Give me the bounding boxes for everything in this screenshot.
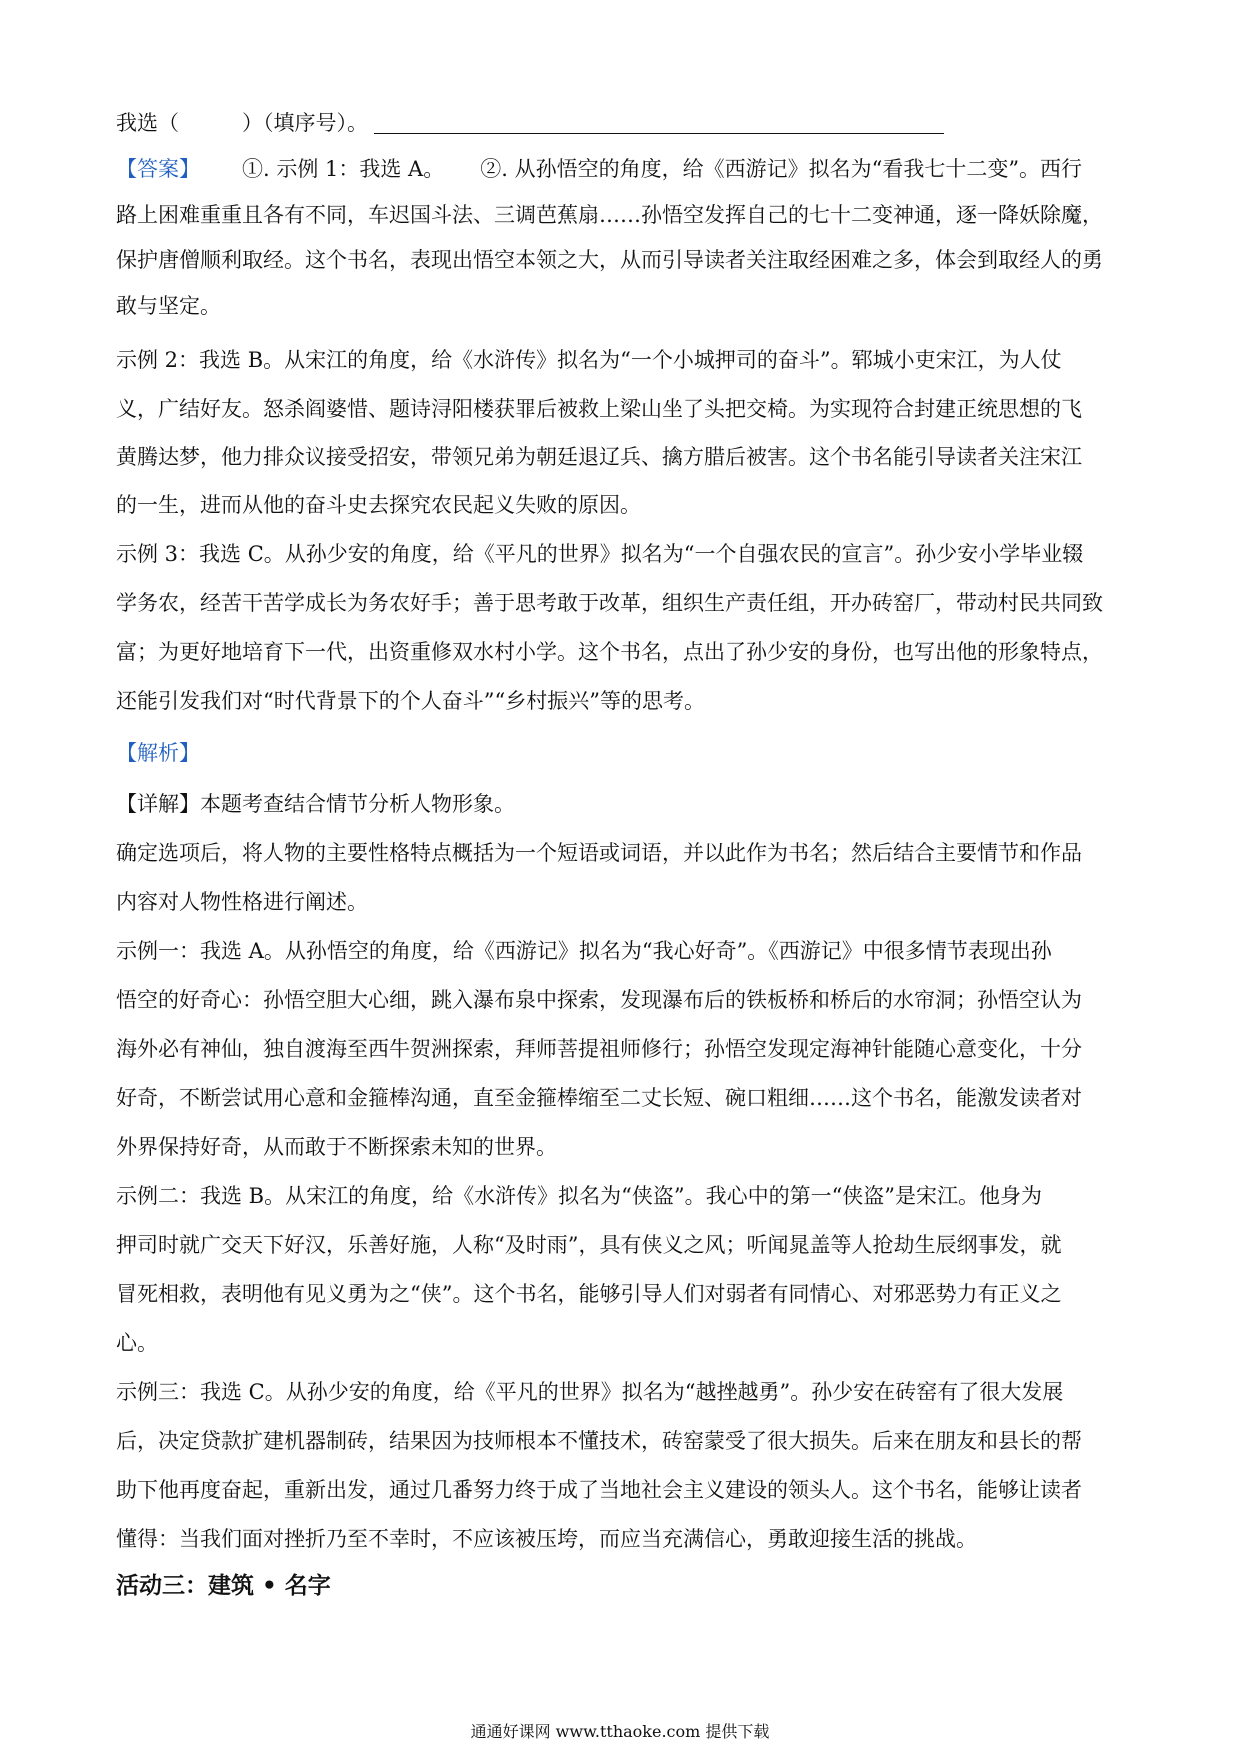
answer-line: 富；为更好地培育下一代，出资重修双水村小学。这个书名，点出了孙少安的身份，也写出他的形象特点， [116, 640, 1103, 664]
analysis-line: 后，决定贷款扩建机器制砖，结果因为技师根本不懂技术，砖窑蒙受了很大损失。后来在朋友和县长的帮 [116, 1429, 1082, 1453]
page-footer: 通通好课网 www.tthaoke.com 提供下载 [470, 1722, 770, 1741]
answer-line: 的一生，进而从他的奋斗史去探究农民起义失败的原因。 [116, 493, 641, 517]
analysis-line: 内容对人物性格进行阐述。 [116, 890, 368, 914]
analysis-line: 冒死相救，表明他有见义勇为之“侠”。这个书名，能够引导人们对弱者有同情心、对邪恶势力有正义之 [116, 1282, 1062, 1306]
answer-part1: ①. 示例 1：我选 A。 [242, 157, 445, 181]
analysis-line: 好奇，不断尝试用心意和金箍棒沟通，直至金箍棒缩至二丈长短、碗口粗细……这个书名，能激发读者对 [116, 1086, 1082, 1110]
answer-line: 黄腾达梦，他力排众议接受招安，带领兄弟为朝廷退辽兵、擒方腊后被害。这个书名能引导读者关注宋江 [116, 445, 1082, 469]
answer-line: 学务农，经苦干苦学成长为务农好手；善于思考敢于改革，组织生产责任组，开办砖窑厂，带动村民共同致 [116, 591, 1103, 615]
analysis-line: 押司时就广交天下好汉，乐善好施，人称“及时雨”，具有侠义之风；听闻晁盖等人抢劫生辰纲事发，就 [116, 1233, 1062, 1257]
analysis-tag: 【解析】 [116, 741, 200, 765]
question-prompt: 我选（ ）（填序号）。 [116, 111, 368, 135]
analysis-line: 示例一：我选 A。从孙悟空的角度，给《西游记》拟名为“我心好奇”。《西游记》中很多情节表现出孙 [116, 939, 1052, 963]
answer-line: 示例 3：我选 C。从孙少安的角度，给《平凡的世界》拟名为“一个自强农民的宣言”。孙少安小学毕业辍 [116, 542, 1084, 566]
answer-line: 敢与坚定。 [116, 294, 221, 318]
analysis-line: 外界保持好奇，从而敢于不断探索未知的世界。 [116, 1135, 557, 1159]
analysis-line: 【详解】本题考查结合情节分析人物形象。 [116, 792, 515, 816]
question-line [116, 108, 1126, 138]
answer-part2: ②. 从孙悟空的角度，给《西游记》拟名为“看我七十二变”。西行 [480, 157, 1083, 181]
analysis-line: 心。 [116, 1331, 158, 1355]
answer-line: 保护唐僧顺利取经。这个书名，表现出悟空本领之大，从而引导读者关注取经困难之多，体会到取经人的勇 [116, 248, 1103, 272]
answer-line: 还能引发我们对“时代背景下的个人奋斗”“乡村振兴”等的思考。 [116, 689, 705, 713]
answer-line: 示例 2：我选 B。从宋江的角度，给《水浒传》拟名为“一个小城押司的奋斗”。郓城小吏宋江，为人仗 [116, 348, 1062, 372]
analysis-line: 示例三：我选 C。从孙少安的角度，给《平凡的世界》拟名为“越挫越勇”。孙少安在砖窑有了很大发展 [116, 1380, 1064, 1404]
answer-line: 路上困难重重且各有不同，车迟国斗法、三调芭蕉扇……孙悟空发挥自己的七十二变神通，逐一降妖除魔， [116, 203, 1103, 227]
answer-blank-line [374, 111, 944, 134]
analysis-line: 海外必有神仙，独自渡海至西牛贺洲探索，拜师菩提祖师修行；孙悟空发现定海神针能随心意变化，十分 [116, 1037, 1082, 1061]
analysis-line: 助下他再度奋起，重新出发，通过几番努力终于成了当地社会主义建设的领头人。这个书名，能够让读者 [116, 1478, 1082, 1502]
analysis-line: 懂得：当我们面对挫折乃至不幸时，不应该被压垮，而应当充满信心，勇敢迎接生活的挑战。 [116, 1527, 977, 1551]
analysis-line: 悟空的好奇心：孙悟空胆大心细，跳入瀑布泉中探索，发现瀑布后的铁板桥和桥后的水帘洞；孙悟空认为 [116, 988, 1082, 1012]
answer-line: 义，广结好友。怒杀阎婆惜、题诗浔阳楼获罪后被救上梁山坐了头把交椅。为实现符合封建正统思想的飞 [116, 397, 1082, 421]
analysis-line: 示例二：我选 B。从宋江的角度，给《水浒传》拟名为“侠盗”。我心中的第一“侠盗”是宋江。他身为 [116, 1184, 1043, 1208]
answer-first-line [116, 154, 1126, 184]
analysis-line: 确定选项后，将人物的主要性格特点概括为一个短语或词语，并以此作为书名；然后结合主要情节和作品 [116, 841, 1082, 865]
answer-tag: 【答案】 [116, 157, 200, 181]
section-heading: 活动三：建筑 • 名字 [116, 1573, 331, 1599]
